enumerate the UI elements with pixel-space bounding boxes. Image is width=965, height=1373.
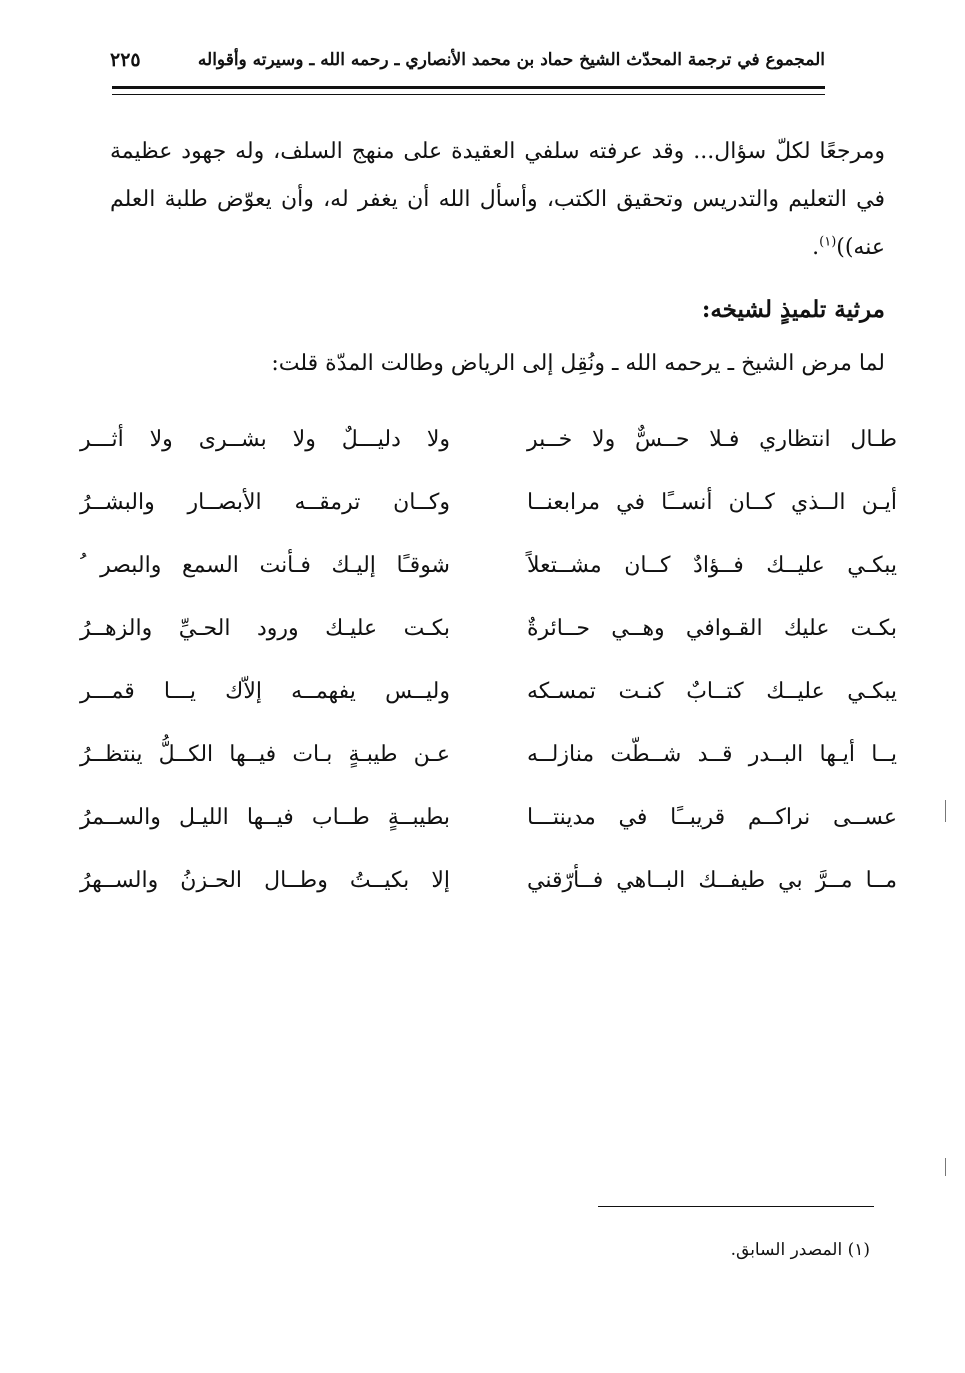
poem-verse bbox=[80, 597, 897, 660]
paragraph-end: . bbox=[812, 235, 820, 260]
footnote-reference: (١) bbox=[819, 234, 837, 250]
verse-first-hemistich: يبكـي عليــك كتــابٌ كنـت تمسـكه bbox=[527, 679, 897, 704]
footnote-rule bbox=[598, 1206, 874, 1207]
verse-second-hemistich: بطيبــةٍ طــاب فيــها الليـل والســمرُ bbox=[80, 805, 450, 830]
poem-verse bbox=[80, 786, 897, 849]
verse-first-hemistich: مــا مــرَّ بي طيفــك البــاهي فــأرّقني bbox=[527, 868, 897, 893]
verse-first-hemistich: عســى نراكــم قريبــًا في مدينتـــا bbox=[527, 805, 897, 830]
footnote: (١) المصدر السابق. bbox=[730, 1240, 870, 1260]
poem-verse bbox=[80, 723, 897, 786]
poem-intro: لما مرض الشيخ ـ يرحمه الله ـ ونُقِل إلى الرياض وطالت المدّة قلت: bbox=[271, 351, 885, 376]
paragraph-text: ومرجعًا لكلّ سؤال... وقد عرفته سلفي العقيدة على منهج السلف، وله جهود عظيمة في التعليم والتدريس وتحقيق الكتب، وأسأل الله أن يغفر له، وأن يعوّض طلبة العلم عنه)) bbox=[110, 139, 885, 260]
verse-second-hemistich: شوقـًا إليـك فـأنت السمع والبصر ُ bbox=[80, 553, 450, 578]
verse-second-hemistich: بكـت عليـك ورود الحـيِّ والزهــرُ bbox=[80, 616, 450, 641]
scan-margin-mark bbox=[945, 1158, 946, 1176]
verse-second-hemistich: ولا دليـــلٌ ولا بشــرى ولا أثـــر bbox=[80, 427, 450, 452]
section-heading: مرثية تلميذٍ لشيخه: bbox=[701, 296, 885, 323]
poem-verse bbox=[80, 660, 897, 723]
header-rule-thick bbox=[112, 86, 825, 89]
poem-verse bbox=[80, 408, 897, 471]
verse-second-hemistich: عـن طيبـةٍ بـات فيــها الكــلُّ ينتظــرُ bbox=[80, 742, 450, 767]
verse-second-hemistich: وليــس يفهمــه إلاّك يـــا قمـــر bbox=[80, 679, 450, 704]
scan-margin-mark bbox=[945, 800, 946, 822]
running-title: المجموع في ترجمة المحدّث الشيخ حماد بن محمد الأنصاري ـ رحمه الله ـ وسيرته وأقواله bbox=[197, 50, 825, 70]
header-rule-thin bbox=[112, 94, 825, 95]
verse-second-hemistich: وكــان ترمقــه الأبصــار والبشــرُ bbox=[80, 490, 450, 515]
verse-first-hemistich: طـال انتظاري فـلا حــسٌّ ولا خــبر bbox=[527, 427, 897, 452]
body-text bbox=[110, 128, 885, 388]
poem-verse bbox=[80, 534, 897, 597]
verse-second-hemistich: إلا بكيــتُ وطــال الحـزنُ والســهرُ bbox=[80, 868, 450, 893]
page-number: ٢٢٥ bbox=[110, 49, 141, 71]
body-paragraph bbox=[110, 128, 885, 272]
poem-verse bbox=[80, 849, 897, 912]
poem-verse bbox=[80, 471, 897, 534]
verse-first-hemistich: بكـت عليك القـوافي وهــي حــائرةٌ bbox=[527, 616, 897, 641]
verse-first-hemistich: يبكـي عليــك فــؤادٌ كــان مشــتعلاً bbox=[527, 553, 897, 578]
poem bbox=[80, 408, 897, 912]
running-header bbox=[110, 42, 825, 78]
verse-first-hemistich: يــا أيـها البــدر قــد شــطّت منازلــه bbox=[527, 742, 897, 767]
verse-first-hemistich: أيـن الــذي كــان أنســًا في مرابعنــا bbox=[527, 490, 897, 515]
